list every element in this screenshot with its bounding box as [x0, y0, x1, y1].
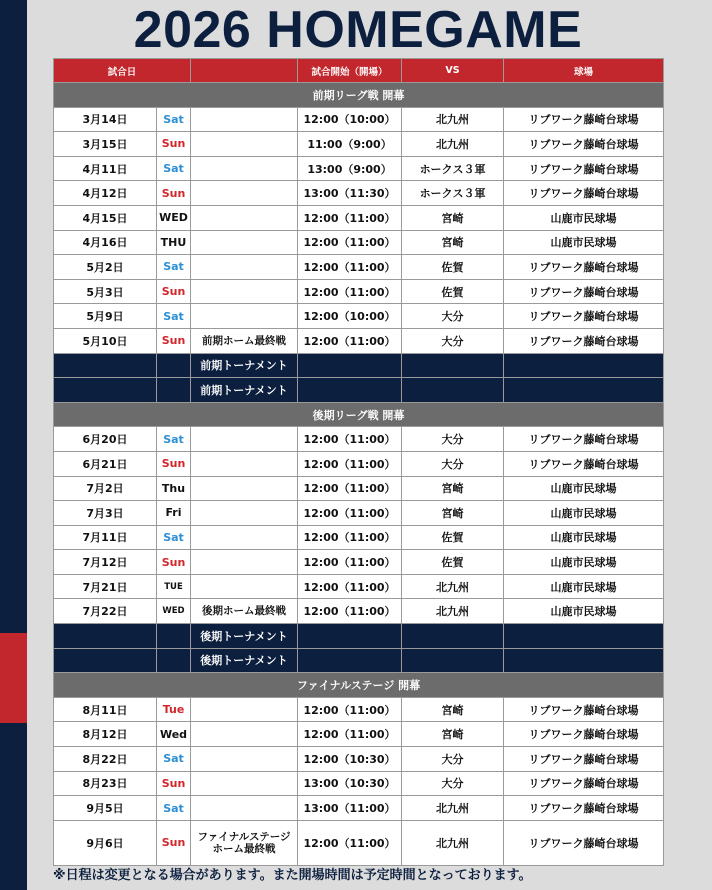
game-note	[191, 279, 298, 304]
game-opponent: 北九州	[402, 796, 504, 821]
game-note	[191, 771, 298, 796]
tournament-date-cell	[54, 648, 157, 673]
game-row	[54, 747, 664, 772]
tournament-time-cell	[298, 624, 402, 649]
game-date: 4月16日	[54, 230, 157, 255]
game-venue: リブワーク藤崎台球場	[504, 427, 664, 452]
game-venue: 山鹿市民球場	[504, 501, 664, 526]
game-note	[191, 550, 298, 575]
game-row	[54, 328, 664, 353]
game-row	[54, 771, 664, 796]
tournament-date-cell	[54, 353, 157, 378]
tournament-venue-cell	[504, 378, 664, 403]
game-opponent: 大分	[402, 771, 504, 796]
game-weekday: Sat	[157, 107, 191, 132]
game-start-time: 12:00（11:00）	[298, 205, 402, 230]
game-start-time: 12:00（11:00）	[298, 476, 402, 501]
left-red-accent	[0, 633, 27, 723]
tournament-day-cell	[157, 353, 191, 378]
game-weekday: THU	[157, 230, 191, 255]
game-date: 5月10日	[54, 328, 157, 353]
game-row	[54, 255, 664, 280]
game-row	[54, 501, 664, 526]
game-start-time: 12:00（11:00）	[298, 525, 402, 550]
tournament-venue-cell	[504, 648, 664, 673]
game-start-time: 12:00（11:00）	[298, 230, 402, 255]
game-row	[54, 451, 664, 476]
game-row	[54, 107, 664, 132]
game-venue: リブワーク藤崎台球場	[504, 328, 664, 353]
tournament-time-cell	[298, 353, 402, 378]
game-opponent: 北九州	[402, 574, 504, 599]
game-weekday: Sat	[157, 304, 191, 329]
game-start-time: 12:00（11:00）	[298, 574, 402, 599]
game-opponent: 北九州	[402, 132, 504, 157]
game-weekday: Sat	[157, 747, 191, 772]
header-note	[191, 59, 298, 83]
game-note: 後期ホーム最終戦	[191, 599, 298, 624]
left-navy-bar	[0, 0, 27, 890]
game-weekday: Sun	[157, 451, 191, 476]
tournament-day-cell	[157, 648, 191, 673]
game-venue: リブワーク藤崎台球場	[504, 255, 664, 280]
game-venue: リブワーク藤崎台球場	[504, 132, 664, 157]
game-start-time: 12:00（11:00）	[298, 501, 402, 526]
game-start-time: 12:00（11:00）	[298, 599, 402, 624]
game-opponent: 宮崎	[402, 205, 504, 230]
game-start-time: 13:00（9:00）	[298, 156, 402, 181]
game-row	[54, 304, 664, 329]
game-date: 3月14日	[54, 107, 157, 132]
tournament-time-cell	[298, 378, 402, 403]
game-note	[191, 107, 298, 132]
game-opponent: 北九州	[402, 599, 504, 624]
game-weekday: WED	[157, 599, 191, 624]
game-venue: 山鹿市民球場	[504, 230, 664, 255]
page-title: 2026 HOMEGAME	[133, 1, 583, 59]
game-row	[54, 132, 664, 157]
game-opponent: 宮崎	[402, 722, 504, 747]
game-opponent: 大分	[402, 451, 504, 476]
tournament-label: 前期トーナメント	[191, 353, 298, 378]
game-venue: リブワーク藤崎台球場	[504, 279, 664, 304]
tournament-vs-cell	[402, 624, 504, 649]
game-date: 4月12日	[54, 181, 157, 206]
game-start-time: 12:00（10:00）	[298, 107, 402, 132]
game-note	[191, 255, 298, 280]
game-start-time: 11:00（9:00）	[298, 132, 402, 157]
game-date: 7月3日	[54, 501, 157, 526]
game-start-time: 13:00（11:00）	[298, 796, 402, 821]
game-start-time: 12:00（11:00）	[298, 550, 402, 575]
game-date: 4月15日	[54, 205, 157, 230]
game-weekday: Thu	[157, 476, 191, 501]
game-weekday: Sun	[157, 820, 191, 865]
game-weekday: Sat	[157, 255, 191, 280]
game-date: 8月22日	[54, 747, 157, 772]
game-weekday: Fri	[157, 501, 191, 526]
game-opponent: 大分	[402, 304, 504, 329]
game-row	[54, 820, 664, 865]
game-date: 7月2日	[54, 476, 157, 501]
game-row	[54, 279, 664, 304]
game-date: 3月15日	[54, 132, 157, 157]
game-venue: 山鹿市民球場	[504, 476, 664, 501]
game-date: 8月11日	[54, 697, 157, 722]
game-note	[191, 205, 298, 230]
tournament-label: 後期トーナメント	[191, 624, 298, 649]
game-venue: リブワーク藤崎台球場	[504, 304, 664, 329]
game-note	[191, 525, 298, 550]
game-opponent: 佐賀	[402, 279, 504, 304]
game-opponent: 佐賀	[402, 550, 504, 575]
game-note: 前期ホーム最終戦	[191, 328, 298, 353]
tournament-row	[54, 648, 664, 673]
game-weekday: Sun	[157, 771, 191, 796]
game-weekday: Sun	[157, 181, 191, 206]
game-weekday: Sat	[157, 427, 191, 452]
tournament-vs-cell	[402, 648, 504, 673]
header-vs: VS	[402, 59, 504, 83]
game-opponent: 大分	[402, 328, 504, 353]
game-row	[54, 574, 664, 599]
tournament-row	[54, 353, 664, 378]
tournament-vs-cell	[402, 353, 504, 378]
game-start-time: 12:00（11:00）	[298, 820, 402, 865]
game-row	[54, 427, 664, 452]
game-row	[54, 599, 664, 624]
schedule-body	[54, 83, 664, 866]
section-header-row	[54, 83, 664, 108]
game-opponent: 北九州	[402, 820, 504, 865]
game-opponent: 宮崎	[402, 501, 504, 526]
game-date: 9月5日	[54, 796, 157, 821]
game-start-time: 12:00（11:00）	[298, 427, 402, 452]
game-note	[191, 304, 298, 329]
game-venue: 山鹿市民球場	[504, 599, 664, 624]
game-note	[191, 796, 298, 821]
game-date: 7月22日	[54, 599, 157, 624]
game-row	[54, 156, 664, 181]
game-start-time: 12:00（11:00）	[298, 328, 402, 353]
game-start-time: 12:00（10:30）	[298, 747, 402, 772]
game-note	[191, 451, 298, 476]
game-date: 6月21日	[54, 451, 157, 476]
tournament-row	[54, 624, 664, 649]
tournament-venue-cell	[504, 353, 664, 378]
tournament-row	[54, 378, 664, 403]
game-start-time: 13:00（10:30）	[298, 771, 402, 796]
schedule-table	[53, 58, 664, 866]
game-note	[191, 476, 298, 501]
game-opponent: 宮崎	[402, 476, 504, 501]
game-row	[54, 230, 664, 255]
game-note	[191, 574, 298, 599]
tournament-venue-cell	[504, 624, 664, 649]
game-opponent: 大分	[402, 747, 504, 772]
game-row	[54, 205, 664, 230]
game-note	[191, 427, 298, 452]
tournament-date-cell	[54, 378, 157, 403]
game-opponent: ホークス３軍	[402, 156, 504, 181]
game-opponent: 北九州	[402, 107, 504, 132]
game-note	[191, 230, 298, 255]
game-row	[54, 697, 664, 722]
game-weekday: Wed	[157, 722, 191, 747]
game-opponent: 大分	[402, 427, 504, 452]
game-row	[54, 722, 664, 747]
header-start: 試合開始（開場）	[298, 59, 402, 83]
game-start-time: 12:00（11:00）	[298, 451, 402, 476]
game-venue: リブワーク藤崎台球場	[504, 181, 664, 206]
section-header-row	[54, 402, 664, 427]
game-start-time: 12:00（11:00）	[298, 722, 402, 747]
table-header-row	[54, 59, 664, 83]
section-header-row	[54, 673, 664, 698]
game-row	[54, 525, 664, 550]
game-venue: リブワーク藤崎台球場	[504, 820, 664, 865]
game-row	[54, 476, 664, 501]
game-weekday: Sun	[157, 132, 191, 157]
game-venue: リブワーク藤崎台球場	[504, 747, 664, 772]
game-date: 7月11日	[54, 525, 157, 550]
game-date: 4月11日	[54, 156, 157, 181]
game-date: 6月20日	[54, 427, 157, 452]
game-weekday: WED	[157, 205, 191, 230]
game-weekday: Sat	[157, 156, 191, 181]
footer-note: ※日程は変更となる場合があります。また開場時間は予定時間となっております。	[53, 868, 532, 883]
game-venue: リブワーク藤崎台球場	[504, 697, 664, 722]
game-start-time: 12:00（10:00）	[298, 304, 402, 329]
game-opponent: 佐賀	[402, 255, 504, 280]
section-label: 後期リーグ戦 開幕	[54, 402, 664, 427]
game-note	[191, 181, 298, 206]
game-note	[191, 132, 298, 157]
game-date: 8月23日	[54, 771, 157, 796]
game-date: 8月12日	[54, 722, 157, 747]
game-venue: 山鹿市民球場	[504, 574, 664, 599]
game-note: ファイナルステージ ホーム最終戦	[191, 820, 298, 865]
game-weekday: TUE	[157, 574, 191, 599]
tournament-time-cell	[298, 648, 402, 673]
game-date: 5月2日	[54, 255, 157, 280]
tournament-label: 前期トーナメント	[191, 378, 298, 403]
game-venue: 山鹿市民球場	[504, 525, 664, 550]
game-weekday: Sat	[157, 525, 191, 550]
header-venue: 球場	[504, 59, 664, 83]
section-label: 前期リーグ戦 開幕	[54, 83, 664, 108]
game-weekday: Sun	[157, 328, 191, 353]
game-note	[191, 501, 298, 526]
game-weekday: Sun	[157, 279, 191, 304]
game-row	[54, 796, 664, 821]
game-note	[191, 697, 298, 722]
game-date: 5月3日	[54, 279, 157, 304]
game-start-time: 12:00（11:00）	[298, 255, 402, 280]
game-weekday: Sat	[157, 796, 191, 821]
tournament-day-cell	[157, 378, 191, 403]
game-opponent: 佐賀	[402, 525, 504, 550]
game-venue: 山鹿市民球場	[504, 550, 664, 575]
section-label: ファイナルステージ 開幕	[54, 673, 664, 698]
game-note	[191, 722, 298, 747]
game-venue: リブワーク藤崎台球場	[504, 451, 664, 476]
game-weekday: Sun	[157, 550, 191, 575]
game-date: 5月9日	[54, 304, 157, 329]
game-venue: リブワーク藤崎台球場	[504, 107, 664, 132]
tournament-date-cell	[54, 624, 157, 649]
game-row	[54, 550, 664, 575]
game-venue: リブワーク藤崎台球場	[504, 771, 664, 796]
game-start-time: 13:00（11:30）	[298, 181, 402, 206]
tournament-vs-cell	[402, 378, 504, 403]
game-opponent: ホークス３軍	[402, 181, 504, 206]
game-opponent: 宮崎	[402, 697, 504, 722]
game-venue: リブワーク藤崎台球場	[504, 796, 664, 821]
game-opponent: 宮崎	[402, 230, 504, 255]
game-date: 7月12日	[54, 550, 157, 575]
game-note	[191, 156, 298, 181]
game-note	[191, 747, 298, 772]
header-date: 試合日	[54, 59, 191, 83]
game-start-time: 12:00（11:00）	[298, 279, 402, 304]
game-date: 9月6日	[54, 820, 157, 865]
game-venue: 山鹿市民球場	[504, 205, 664, 230]
game-weekday: Tue	[157, 697, 191, 722]
game-date: 7月21日	[54, 574, 157, 599]
game-row	[54, 181, 664, 206]
game-venue: リブワーク藤崎台球場	[504, 722, 664, 747]
tournament-day-cell	[157, 624, 191, 649]
game-venue: リブワーク藤崎台球場	[504, 156, 664, 181]
tournament-label: 後期トーナメント	[191, 648, 298, 673]
game-start-time: 12:00（11:00）	[298, 697, 402, 722]
